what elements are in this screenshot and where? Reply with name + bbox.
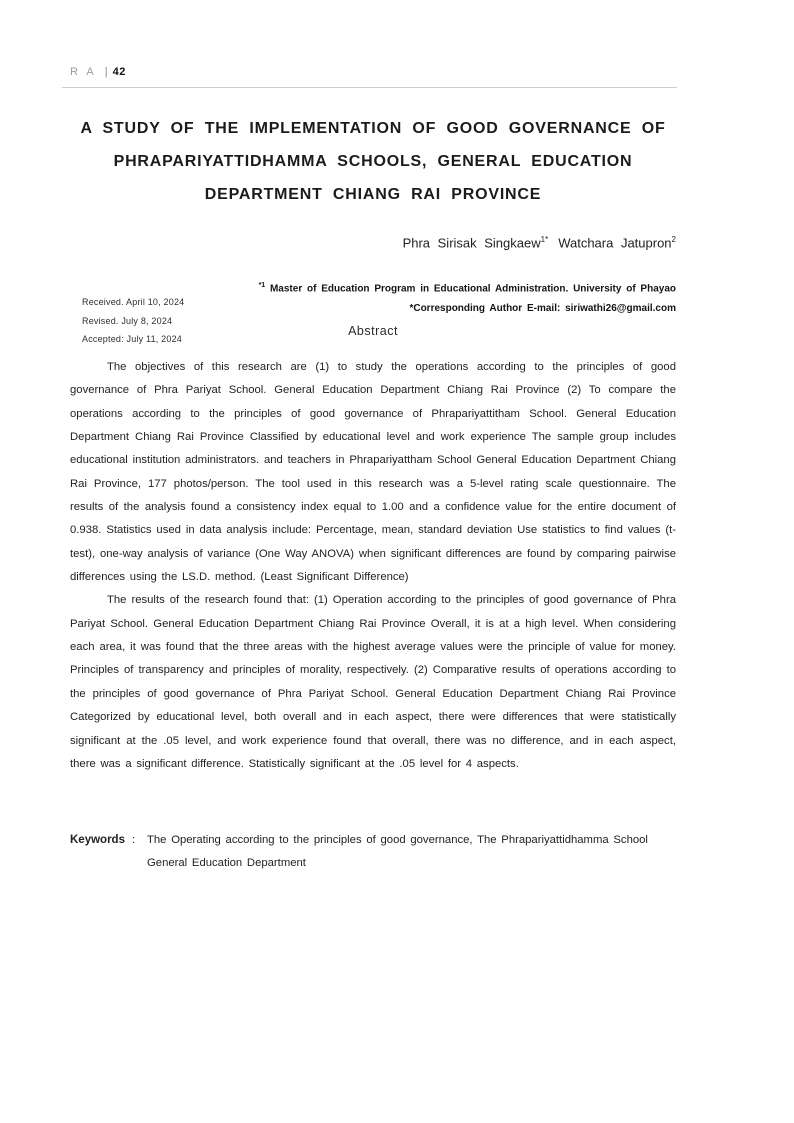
keywords-separator: :	[132, 834, 136, 846]
keywords-text: The Operating according to the principles of good governance, The Phrapariyattidhamma School General Education Department	[147, 834, 648, 870]
author-name-1: Phra Sirisak Singkaew	[402, 235, 541, 251]
corresponding-email: E-mail: siriwathi26@gmail.com	[526, 302, 676, 314]
corresponding-author-label: *Corresponding Author	[409, 302, 523, 314]
accepted-date: Accepted: July 11, 2024	[82, 334, 182, 344]
received-date: Received. April 10, 2024	[82, 297, 185, 307]
keywords-label: Keywords	[70, 834, 125, 846]
author-2-superscript: 2	[671, 235, 676, 244]
abstract-paragraph-2: The results of the research found that: (1) Operation according to the principles of good governance of Phra Pariyat School. General Education Department Chiang Rai Province Overall, it is at a high level. When considering each area, it was found that the three areas with the highest average values were the principle of value for money. Principles of transparency and principles of morality, respectively. (2) Comparative results of operations according to the principles of good governance of Phra Pariyat School. General Education Department Chiang Rai Province Categorized by educational level, both overall and in each aspect, there were differences that were statistically significant at the .05 level, and work experience found that overall, there was no difference, and in each aspect, there was a significant difference. Statistically significant at the .05 level for 4 aspects.	[70, 594, 676, 770]
running-header	[70, 66, 126, 78]
paper-title	[70, 112, 676, 211]
title-line-3: DEPARTMENT CHIANG RAI PROVINCE	[204, 186, 542, 203]
keywords-row	[70, 829, 676, 876]
abstract-body	[70, 356, 676, 776]
author-1-superscript: 1*	[540, 235, 549, 244]
dates-block	[82, 293, 184, 349]
author-name-2: Watchara Jatupron	[558, 235, 672, 251]
page-number: 42	[112, 66, 126, 78]
revised-date: Revised. July 8, 2024	[82, 315, 173, 326]
journal-abbrev: R A	[70, 66, 97, 78]
abstract-heading: Abstract	[348, 324, 398, 338]
authors-line	[70, 235, 676, 250]
title-line-2: PHRAPARIYATTIDHAMMA SCHOOLS, GENERAL EDUCATION	[113, 153, 633, 170]
header-rule	[62, 87, 677, 88]
header-separator: |	[104, 66, 109, 78]
title-line-1: A STUDY OF THE IMPLEMENTATION OF GOOD GOVERNANCE OF	[80, 120, 666, 137]
affiliation-superscript: *1	[258, 282, 266, 289]
abstract-paragraph-1: The objectives of this research are (1) to study the operations according to the principles of good governance of Phra Pariyat School. General Education Department Chiang Rai Province (2) To compare the operations according to the principles of good governance of Phrapariyattitham School. General Education Department Chiang Rai Province Classified by educational level and work experience The sample group includes educational institution administrators. and teachers in Phrapariyattham School General Education Department Chiang Rai Province, 177 photos/person. The tool used in this research was a 5-level rating scale questionnaire. The results of the analysis found a consistency index equal to 1.00 and a confidence value for the entire document of 0.938. Statistics used in data analysis include: Percentage, mean, standard deviation Use statistics to find values (t-test), one-way analysis of variance (One Way ANOVA) when significant differences are found by comparing pairwise differences using the LS.D. method. (Least Significant Difference)	[70, 361, 676, 584]
affiliation-text: Master of Education Program in Educational Administration. University of Phayao	[269, 283, 676, 295]
